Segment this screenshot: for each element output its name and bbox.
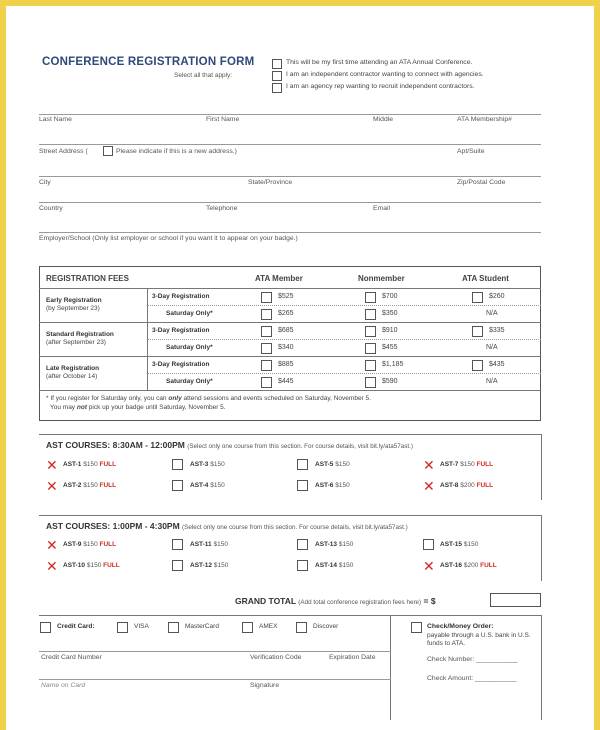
late-3day-label: 3-Day Registration	[152, 361, 210, 368]
fees-group-divider-1	[39, 322, 541, 323]
full-x-icon: ✕	[46, 537, 58, 553]
course-code: AST-12	[190, 562, 213, 569]
grand-total-row	[235, 596, 436, 606]
early-sat-student-na: N/A	[486, 310, 498, 317]
city-line	[39, 176, 541, 177]
grand-total-input[interactable]	[490, 593, 541, 607]
independent-contractor-checkbox[interactable]	[272, 71, 282, 81]
fees-row-divider-3	[147, 373, 541, 374]
standard-registration-label: Standard Registration	[46, 331, 114, 338]
full-x-icon: ✕	[46, 457, 58, 473]
check-number-field[interactable]	[427, 656, 518, 663]
pm-courses-top-line	[39, 515, 541, 516]
middle-label: Middle	[373, 116, 394, 123]
course-code: AST-1	[63, 461, 82, 468]
course-full-badge: FULL	[99, 541, 117, 548]
early-3day-nonmember-price: $700	[382, 293, 398, 300]
fees-row-divider-1	[147, 305, 541, 306]
course-code: AST-6	[315, 482, 334, 489]
standard-3day-member-price: $685	[278, 327, 294, 334]
course-code: AST-10	[63, 562, 86, 569]
credit-card-checkbox[interactable]	[40, 622, 51, 633]
standard-sat-member-checkbox[interactable]	[261, 343, 272, 354]
grand-total-label: GRAND TOTAL	[235, 596, 296, 606]
zip-label: Zip/Postal Code	[457, 179, 506, 186]
early-3day-nonmember-checkbox[interactable]	[365, 292, 376, 303]
telephone-label: Telephone	[206, 205, 238, 212]
grand-total-eq: = $	[423, 596, 436, 606]
course-price: $150	[335, 482, 350, 489]
late-sat-member-checkbox[interactable]	[261, 377, 272, 388]
course-price: $200	[463, 562, 479, 569]
email-label: Email	[373, 205, 390, 212]
course-price: $150	[213, 541, 228, 548]
course-ast-4	[190, 482, 225, 489]
check-amount-label: Check Amount:	[427, 675, 474, 682]
course-price: $150	[210, 482, 225, 489]
late-3day-student-checkbox[interactable]	[472, 360, 483, 371]
course-price: $150	[463, 541, 479, 548]
course-price: $150	[83, 482, 98, 489]
payment-right-border	[541, 615, 542, 720]
credit-card-label: Credit Card:	[57, 623, 95, 630]
am-courses-top-line	[39, 434, 541, 435]
full-x-icon: ✕	[46, 478, 58, 494]
course-full-badge: FULL	[476, 461, 494, 468]
late-3day-student-price: $435	[489, 361, 505, 368]
saturday-note-2a: You may	[50, 404, 77, 411]
late-sat-student-na: N/A	[486, 378, 498, 385]
visa-checkbox[interactable]	[117, 622, 128, 633]
select-all-label: Select all that apply:	[174, 72, 233, 79]
employer-label: Employer/School (Only list employer or school if you want it to appear on your badge.)	[39, 235, 298, 242]
course-code: AST-3	[190, 461, 209, 468]
course-price: $150	[460, 461, 475, 468]
state-label: State/Province	[248, 179, 293, 186]
grand-total-note: (Add total conference registration fees here)	[298, 599, 422, 606]
saturday-note-1c: attend sessions and events scheduled on Saturday, November 5.	[181, 395, 371, 402]
new-address-checkbox[interactable]	[103, 146, 113, 156]
standard-saturday-label: Saturday Only*	[166, 344, 213, 351]
independent-contractor-label: I am an independent contractor wanting to connect with agencies.	[286, 71, 484, 78]
course-ast-15	[440, 541, 478, 548]
standard-3day-member-checkbox[interactable]	[261, 326, 272, 337]
payment-top-line	[39, 615, 541, 616]
early-3day-student-checkbox[interactable]	[472, 292, 483, 303]
course-price: $200	[460, 482, 475, 489]
course-ast-6	[315, 482, 350, 489]
early-3day-label: 3-Day Registration	[152, 293, 210, 300]
saturday-note-line-1	[46, 395, 371, 402]
late-registration-label: Late Registration	[46, 365, 100, 372]
check-money-order-label: Check/Money Order:	[427, 623, 494, 630]
fees-col-divider	[147, 288, 148, 390]
course-ast-7[interactable]	[440, 461, 493, 468]
registration-form-page	[6, 6, 594, 730]
standard-sat-student-na: N/A	[486, 344, 498, 351]
course-price: $150	[86, 562, 102, 569]
course-ast-11	[190, 541, 228, 548]
visa-label: VISA	[134, 623, 149, 630]
pm-courses-right-border	[541, 515, 542, 581]
name-on-card-line	[39, 679, 391, 680]
fees-row-divider-2	[147, 339, 541, 340]
discover-checkbox[interactable]	[296, 622, 307, 633]
ast-14-checkbox[interactable]	[297, 560, 308, 571]
late-3day-nonmember-price: $1,185	[382, 361, 404, 368]
late-sat-nonmember-price: $590	[382, 378, 398, 385]
pm-courses-header	[46, 521, 408, 531]
first-time-label: This will be my first time attending an ATA Annual Conference.	[286, 59, 473, 66]
standard-sat-nonmember-checkbox[interactable]	[365, 343, 376, 354]
street-line	[39, 144, 541, 145]
course-ast-1[interactable]	[63, 461, 116, 468]
saturday-note-1b: only	[168, 395, 182, 402]
apt-label: Apt/Suite	[457, 148, 485, 155]
employer-line	[39, 232, 541, 233]
city-label: City	[39, 179, 51, 186]
card-number-line	[39, 651, 391, 652]
course-code: AST-16	[440, 562, 463, 569]
check-number-label: Check Number:	[427, 656, 475, 663]
last-name-label: Last Name	[39, 116, 72, 123]
course-ast-14	[315, 562, 353, 569]
signature-label: Signature	[250, 682, 280, 689]
course-ast-13	[315, 541, 353, 548]
ast-12-checkbox[interactable]	[172, 560, 183, 571]
course-ast-12	[190, 562, 228, 569]
standard-3day-nonmember-checkbox[interactable]	[365, 326, 376, 337]
standard-3day-student-checkbox[interactable]	[472, 326, 483, 337]
pm-courses-note: (Select only one course from this section. For course details, visit bit.ly/ata57ast.)	[182, 524, 408, 531]
early-sat-nonmember-checkbox[interactable]	[365, 309, 376, 320]
ast-11-checkbox[interactable]	[172, 539, 183, 550]
course-code: AST-7	[440, 461, 459, 468]
course-ast-8[interactable]	[440, 482, 493, 489]
discover-label: Discover	[313, 623, 339, 630]
course-price: $150	[338, 541, 354, 548]
name-on-card-label: Name on Card	[41, 682, 86, 689]
course-price: $150	[213, 562, 229, 569]
expiration-label: Expiration Date	[329, 654, 376, 661]
ast-13-checkbox[interactable]	[297, 539, 308, 550]
amex-checkbox[interactable]	[242, 622, 253, 633]
course-full-badge: FULL	[99, 482, 117, 489]
course-code: AST-4	[190, 482, 209, 489]
country-line	[39, 202, 541, 203]
ast-15-checkbox[interactable]	[423, 539, 434, 550]
mastercard-label: MasterCard	[185, 623, 219, 630]
late-saturday-label: Saturday Only*	[166, 378, 213, 385]
registration-fees-header: REGISTRATION FEES	[46, 274, 129, 283]
course-ast-5	[315, 461, 350, 468]
check-amount-field[interactable]	[427, 675, 517, 682]
course-ast-10[interactable]	[63, 562, 120, 569]
early-registration-date: (by September 23)	[46, 305, 100, 312]
full-x-icon: ✕	[423, 478, 435, 494]
col-ata-member: ATA Member	[255, 274, 303, 283]
course-code: AST-2	[63, 482, 82, 489]
course-code: AST-14	[315, 562, 338, 569]
late-3day-nonmember-checkbox[interactable]	[365, 360, 376, 371]
standard-registration-date: (after September 23)	[46, 339, 106, 346]
check-money-order-desc: payable through a U.S. bank in U.S. funds to ATA.	[427, 632, 531, 647]
late-sat-nonmember-checkbox[interactable]	[365, 377, 376, 388]
ast-6-checkbox[interactable]	[297, 480, 308, 491]
card-number-label: Credit Card Number	[41, 654, 102, 661]
amex-label: AMEX	[259, 623, 278, 630]
payment-divider	[390, 615, 391, 720]
course-ast-9[interactable]	[63, 541, 116, 548]
course-code: AST-9	[63, 541, 82, 548]
standard-sat-nonmember-price: $455	[382, 344, 398, 351]
mastercard-checkbox[interactable]	[168, 622, 179, 633]
early-sat-member-price: $265	[278, 310, 294, 317]
first-name-label: First Name	[206, 116, 240, 123]
fees-group-divider-2	[39, 356, 541, 357]
saturday-note-line-2	[50, 404, 226, 411]
late-3day-member-checkbox[interactable]	[261, 360, 272, 371]
course-price: $150	[210, 461, 225, 468]
late-registration-date: (after October 14)	[46, 373, 98, 380]
late-3day-member-price: $885	[278, 361, 294, 368]
full-x-icon: ✕	[423, 558, 435, 574]
course-price: $150	[335, 461, 350, 468]
course-price: $150	[83, 541, 98, 548]
am-courses-header	[46, 440, 413, 450]
course-price: $150	[83, 461, 98, 468]
membership-label: ATA Membership#	[457, 116, 512, 123]
early-3day-member-checkbox[interactable]	[261, 292, 272, 303]
fees-group-divider-3	[39, 390, 541, 391]
full-x-icon: ✕	[423, 457, 435, 473]
verification-label: Verification Code	[250, 654, 302, 661]
ast-3-checkbox[interactable]	[172, 459, 183, 470]
course-ast-3	[190, 461, 225, 468]
col-nonmember: Nonmember	[358, 274, 405, 283]
check-amount-blank: ___________	[474, 675, 517, 682]
course-code: AST-13	[315, 541, 338, 548]
late-sat-member-price: $445	[278, 378, 294, 385]
course-code: AST-8	[440, 482, 459, 489]
fees-header-divider	[39, 288, 541, 289]
early-sat-member-checkbox[interactable]	[261, 309, 272, 320]
course-full-badge: FULL	[99, 461, 117, 468]
early-registration-label: Early Registration	[46, 297, 102, 304]
check-money-order-checkbox[interactable]	[411, 622, 422, 633]
standard-sat-member-price: $340	[278, 344, 294, 351]
full-x-icon: ✕	[46, 558, 58, 574]
course-full-badge: FULL	[476, 482, 494, 489]
check-number-blank: ___________	[476, 656, 518, 663]
street-label: Street Address (	[39, 148, 88, 155]
am-courses-title: AST COURSES: 8:30AM - 12:00PM	[46, 440, 185, 450]
early-3day-member-price: $525	[278, 293, 294, 300]
saturday-note-1a: * If you register for Saturday only, you can	[46, 395, 169, 402]
course-full-badge: FULL	[480, 562, 497, 569]
pm-courses-title: AST COURSES: 1:00PM - 4:30PM	[46, 521, 180, 531]
agency-rep-label: I am an agency rep wanting to recruit independent contractors.	[286, 83, 475, 90]
name-line	[39, 114, 541, 115]
country-label: Country	[39, 205, 63, 212]
course-price: $150	[338, 562, 354, 569]
ast-5-checkbox[interactable]	[297, 459, 308, 470]
saturday-note-2c: pick up your badge until Saturday, November 5.	[86, 404, 226, 411]
course-ast-16[interactable]	[440, 562, 497, 569]
standard-3day-label: 3-Day Registration	[152, 327, 210, 334]
course-code: AST-11	[190, 541, 212, 548]
early-3day-student-price: $260	[489, 293, 505, 300]
am-courses-note: (Select only one course from this section. For course details, visit bit.ly/ata57ast.)	[187, 443, 413, 450]
course-ast-2[interactable]	[63, 482, 116, 489]
early-sat-nonmember-price: $350	[382, 310, 398, 317]
ast-4-checkbox[interactable]	[172, 480, 183, 491]
course-code: AST-15	[440, 541, 463, 548]
early-saturday-label: Saturday Only*	[166, 310, 213, 317]
course-code: AST-5	[315, 461, 334, 468]
am-courses-right-border	[541, 434, 542, 500]
standard-3day-student-price: $335	[489, 327, 505, 334]
agency-rep-checkbox[interactable]	[272, 83, 282, 93]
standard-3day-nonmember-price: $910	[382, 327, 398, 334]
form-title: CONFERENCE REGISTRATION FORM	[42, 56, 255, 68]
course-full-badge: FULL	[103, 562, 120, 569]
saturday-note-2b: not	[76, 404, 87, 411]
first-time-checkbox[interactable]	[272, 59, 282, 69]
col-ata-student: ATA Student	[462, 274, 509, 283]
new-address-note: Please indicate if this is a new address.)	[116, 148, 237, 155]
